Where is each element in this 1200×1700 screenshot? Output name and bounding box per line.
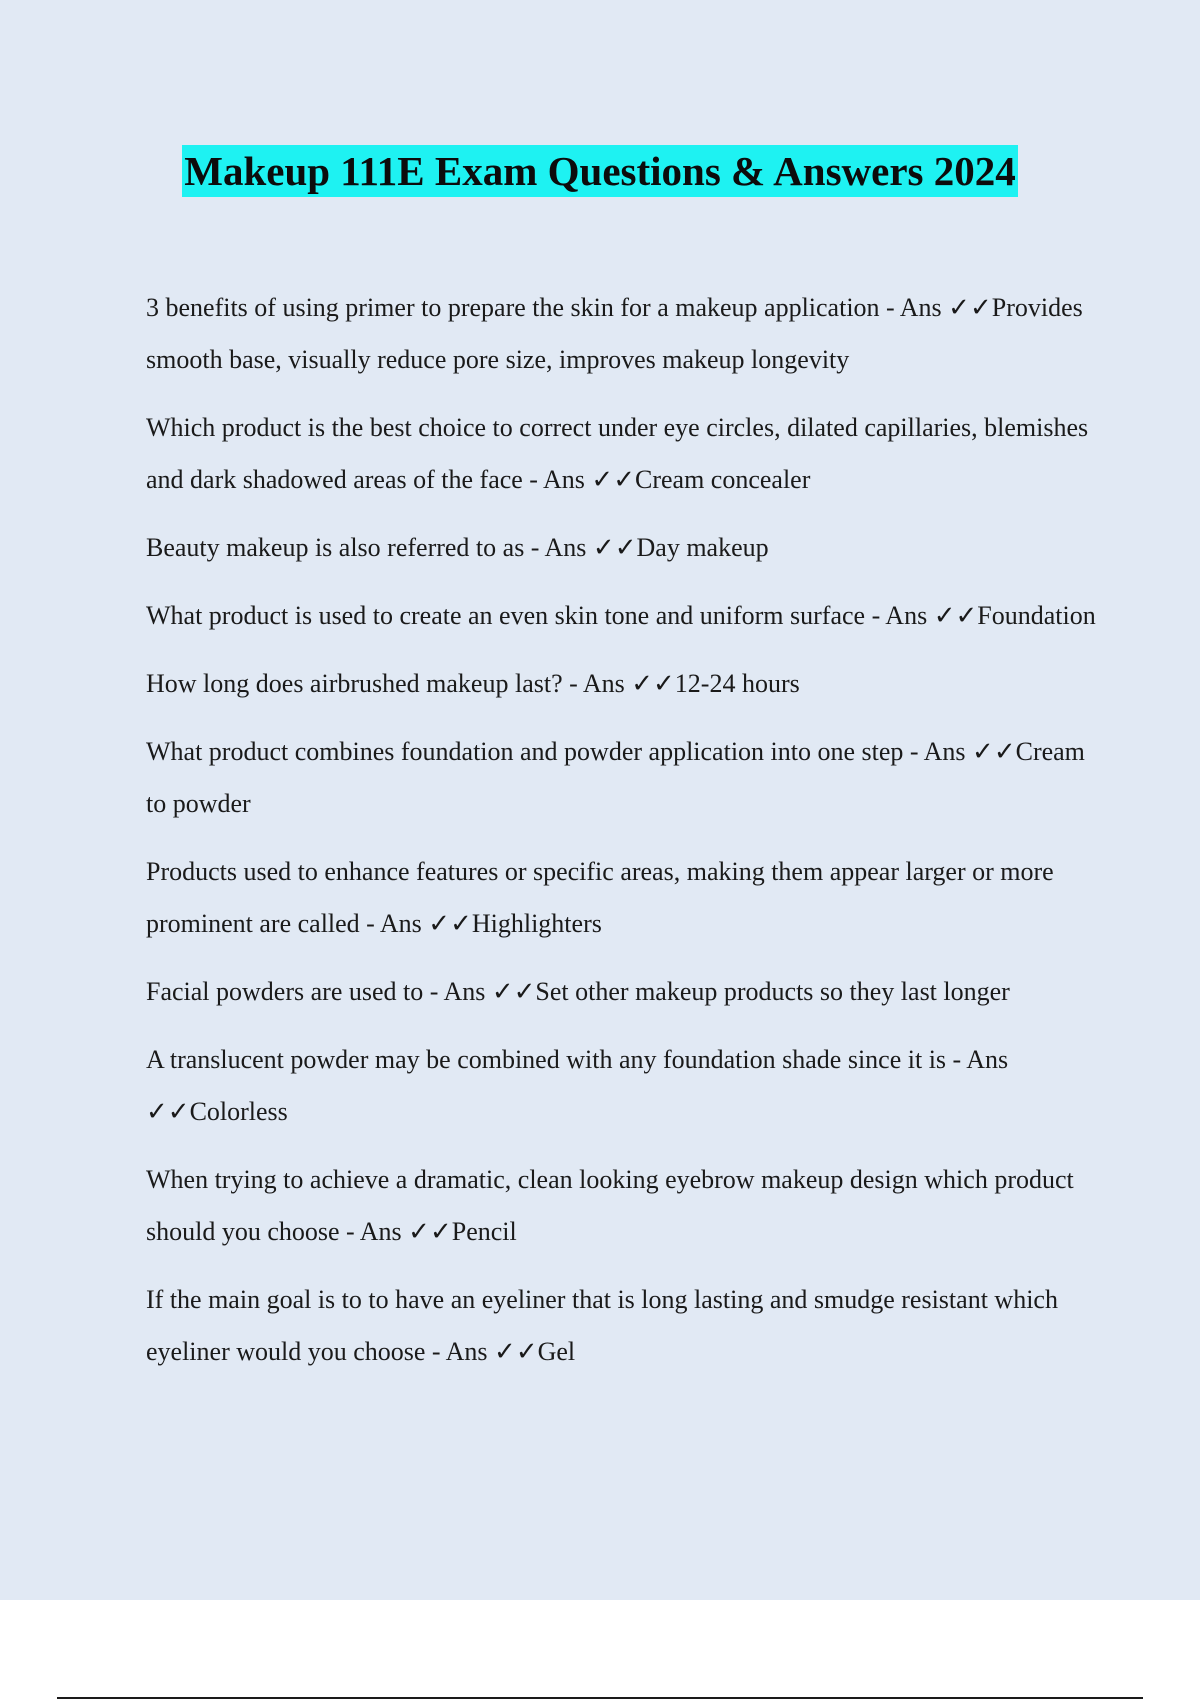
- qa-item: What product combines foundation and powder application into one step - Ans ✓✓Cream to powder: [146, 737, 1085, 818]
- qa-item: What product is used to create an even skin tone and uniform surface - Ans ✓✓Foundation: [146, 601, 1096, 630]
- qa-item: Which product is the best choice to correct under eye circles, dilated capillaries, blemishes and dark shadowed areas of the face - Ans ✓✓Cream concealer: [146, 413, 1089, 494]
- qa-item: Products used to enhance features or specific areas, making them appear larger or more prominent are called - Ans ✓✓Highlighters: [146, 857, 1054, 938]
- qa-item: 3 benefits of using primer to prepare the skin for a makeup application - Ans ✓✓Provides smooth base, visually reduce pore size, improves makeup longevity: [146, 293, 1083, 374]
- qa-item: When trying to achieve a dramatic, clean looking eyebrow makeup design which product should you choose - Ans ✓✓Pencil: [146, 1165, 1074, 1246]
- qa-item: Beauty makeup is also referred to as - Ans ✓✓Day makeup: [146, 533, 769, 562]
- footer-divider: [57, 1697, 1143, 1699]
- qa-list: [146, 282, 1096, 1394]
- qa-item: How long does airbrushed makeup last? - Ans ✓✓12-24 hours: [146, 669, 800, 698]
- title-container: [0, 145, 1200, 197]
- qa-item: If the main goal is to to have an eyeliner that is long lasting and smudge resistant which eyeliner would you choose - Ans ✓✓Gel: [146, 1285, 1058, 1366]
- qa-item: Facial powders are used to - Ans ✓✓Set other makeup products so they last longer: [146, 977, 1010, 1006]
- document-title: Makeup 111E Exam Questions & Answers 2024: [182, 145, 1018, 197]
- qa-item: A translucent powder may be combined with any foundation shade since it is - Ans ✓✓Colorless: [146, 1045, 1009, 1126]
